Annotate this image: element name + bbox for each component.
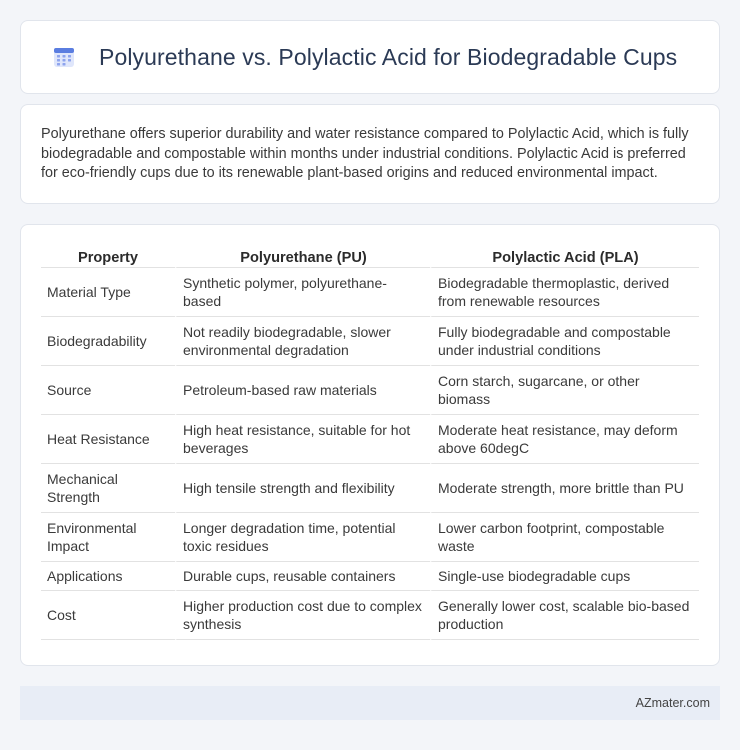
property-cell: Mechanical Strength (41, 464, 175, 513)
pu-cell: Not readily biodegradable, slower environmental degradation (175, 317, 430, 366)
pla-cell: Biodegradable thermoplastic, derived from renewable resources (430, 268, 699, 317)
table-row (41, 317, 699, 366)
comparison-table (41, 245, 699, 640)
page-title: Polyurethane vs. Polylactic Acid for Biodegradable Cups (99, 43, 678, 70)
pu-cell: Longer degradation time, potential toxic residues (175, 513, 430, 562)
pla-cell: Moderate strength, more brittle than PU (430, 464, 699, 513)
property-cell: Cost (41, 591, 175, 640)
footer-bar (20, 686, 720, 720)
header-property: Property (41, 245, 175, 268)
property-cell: Environmental Impact (41, 513, 175, 562)
property-cell: Applications (41, 562, 175, 591)
pla-cell: Fully biodegradable and compostable under industrial conditions (430, 317, 699, 366)
table-row (41, 464, 699, 513)
pla-cell: Corn starch, sugarcane, or other biomass (430, 366, 699, 415)
pu-cell: Synthetic polymer, polyurethane-based (175, 268, 430, 317)
table-header-row (41, 245, 699, 268)
pla-cell: Lower carbon footprint, compostable waste (430, 513, 699, 562)
property-cell: Heat Resistance (41, 415, 175, 464)
property-cell: Source (41, 366, 175, 415)
pu-cell: Petroleum-based raw materials (175, 366, 430, 415)
table-row (41, 415, 699, 464)
table-row (41, 591, 699, 640)
pla-cell: Moderate heat resistance, may deform above 60degC (430, 415, 699, 464)
property-cell: Material Type (41, 268, 175, 317)
summary-card (20, 104, 720, 204)
pla-cell: Generally lower cost, scalable bio-based production (430, 591, 699, 640)
header-polylactic-acid: Polylactic Acid (PLA) (430, 245, 699, 268)
table-row (41, 562, 699, 591)
pla-cell: Single-use biodegradable cups (430, 562, 699, 591)
summary-text: Polyurethane offers superior durability and water resistance compared to Polylactic Acid, which is fully biodegradable and compostable within months under industrial conditions. Polylactic Acid is preferred for eco-friendly cups due to its renewable plant-based origins and reduced environmental impact. (41, 126, 689, 181)
calendar-icon (51, 44, 77, 70)
footer-source-link[interactable]: AZmater.com (635, 696, 710, 710)
pu-cell: High tensile strength and flexibility (175, 464, 430, 513)
table-row (41, 513, 699, 562)
property-cell: Biodegradability (41, 317, 175, 366)
table-row (41, 366, 699, 415)
title-card (20, 20, 720, 94)
table-row (41, 268, 699, 317)
pu-cell: Durable cups, reusable containers (175, 562, 430, 591)
pu-cell: High heat resistance, suitable for hot beverages (175, 415, 430, 464)
header-polyurethane: Polyurethane (PU) (175, 245, 430, 268)
pu-cell: Higher production cost due to complex synthesis (175, 591, 430, 640)
comparison-card (20, 224, 720, 666)
